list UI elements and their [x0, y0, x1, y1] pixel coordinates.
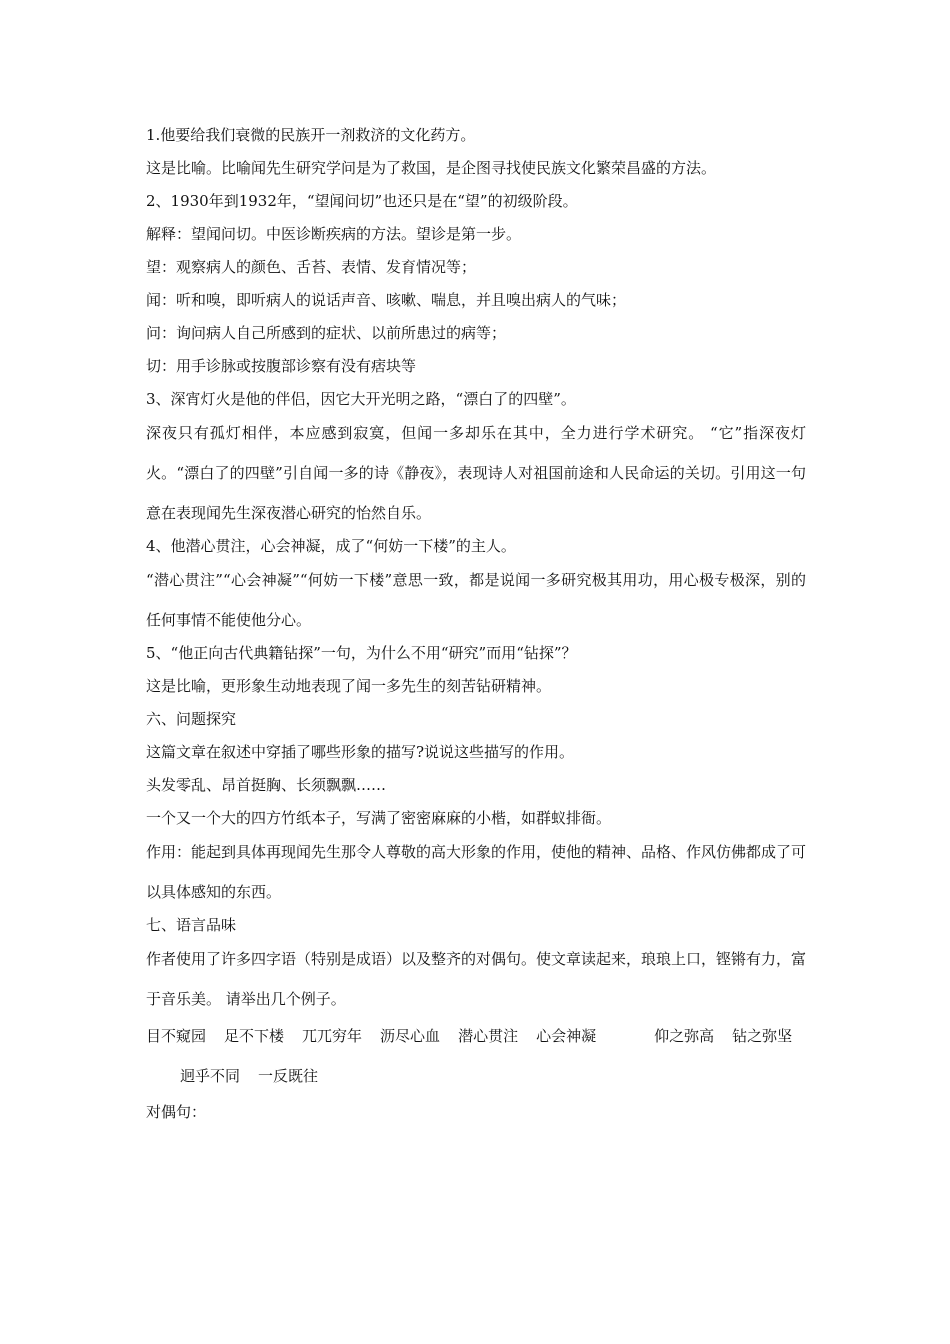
duiou-label: 对偶句： — [146, 1103, 207, 1121]
idiom-item: 迥乎不同 — [180, 1067, 241, 1085]
text-line-q5-explanation: 这是比喻，更形象生动地表现了闻一多先生的刻苦钻研精神。 — [146, 677, 552, 695]
section-6-answer-2: 一个又一个大的四方竹纸本子，写满了密密麻麻的小楷，如群蚁排衙。 — [146, 809, 612, 827]
paragraph-3-explanation: 深夜只有孤灯相伴，本应感到寂寞，但闻一多却乐在其中，全力进行学术研究。 “它”指深夜灯火。“漂白了的四壁”引自闻一多的诗《静夜》，表现诗人对祖国前途和人民命运的关切。引用这一句意在表现闻先生深夜潜心研究的怡然自乐。 — [146, 424, 806, 522]
idiom-item: 钻之弥坚 — [732, 1027, 793, 1045]
document-body — [146, 119, 806, 1129]
idiom-item: 目不窥园 — [146, 1027, 207, 1045]
idiom-item: 一反既往 — [258, 1067, 319, 1085]
paragraph-4-explanation: “潜心贯注”“心会神凝”“何妨一下楼”意思一致，都是说闻一多研究极其用功，用心极专极深，别的任何事情不能使他分心。 — [146, 571, 806, 629]
text-line-2: 这是比喻。比喻闻先生研究学问是为了救国，是企图寻找使民族文化繁荣昌盛的方法。 — [146, 159, 717, 177]
text-line-1: 1.他要给我们衰微的民族开一剂救济的文化药方。 — [146, 126, 476, 144]
text-line-6: 闻：听和嗅，即听病人的说话声音、咳嗽、喘息，并且嗅出病人的气味； — [146, 291, 627, 309]
section-6-answer-1: 头发零乱、昂首挺胸、长须飘飘…… — [146, 776, 387, 794]
text-line-7: 问：询问病人自己所感到的症状、以前所患过的病等； — [146, 324, 507, 342]
idiom-item: 足不下楼 — [224, 1027, 285, 1045]
idiom-item: 兀兀穷年 — [302, 1027, 363, 1045]
idiom-item: 心会神凝 — [536, 1027, 597, 1045]
idiom-item: 沥尽心血 — [380, 1027, 441, 1045]
text-line-8: 切：用手诊脉或按腹部诊察有没有痞块等 — [146, 357, 417, 375]
text-line-4: 解释：望闻问切。中医诊断疾病的方法。望诊是第一步。 — [146, 225, 522, 243]
text-line-9: 3、深宵灯火是他的伴侣，因它大开光明之路，“漂白了的四壁”。 — [146, 390, 576, 408]
text-line-5: 望：观察病人的颜色、舌苔、表情、发育情况等； — [146, 258, 477, 276]
section-6-heading: 六、问题探究 — [146, 710, 237, 728]
idiom-item: 潜心贯注 — [458, 1027, 519, 1045]
section-7-heading: 七、语言品味 — [146, 916, 237, 934]
section-6-question: 这篇文章在叙述中穿插了哪些形象的描写?说说这些描写的作用。 — [146, 743, 575, 761]
text-line-q4: 4、他潜心贯注，心会神凝，成了“何妨一下楼”的主人。 — [146, 537, 516, 555]
section-7-question: 作者使用了许多四字语（特别是成语）以及整齐的对偶句。使文章读起来，琅琅上口，铿锵有力，富于音乐美。 请举出几个例子。 — [146, 950, 807, 1008]
text-line-3: 2、1930年到1932年，“望闻问切”也还只是在“望”的初级阶段。 — [146, 192, 578, 210]
text-line-q5: 5、“他正向古代典籍钻探”一句，为什么不用“研究”而用“钻探”？ — [146, 644, 577, 662]
idiom-list — [146, 1016, 806, 1096]
idiom-item: 仰之弥高 — [654, 1027, 715, 1045]
section-6-effect: 作用：能起到具体再现闻先生那令人尊敬的高大形象的作用，使他的精神、品格、作风仿佛都成了可以具体感知的东西。 — [146, 843, 807, 901]
